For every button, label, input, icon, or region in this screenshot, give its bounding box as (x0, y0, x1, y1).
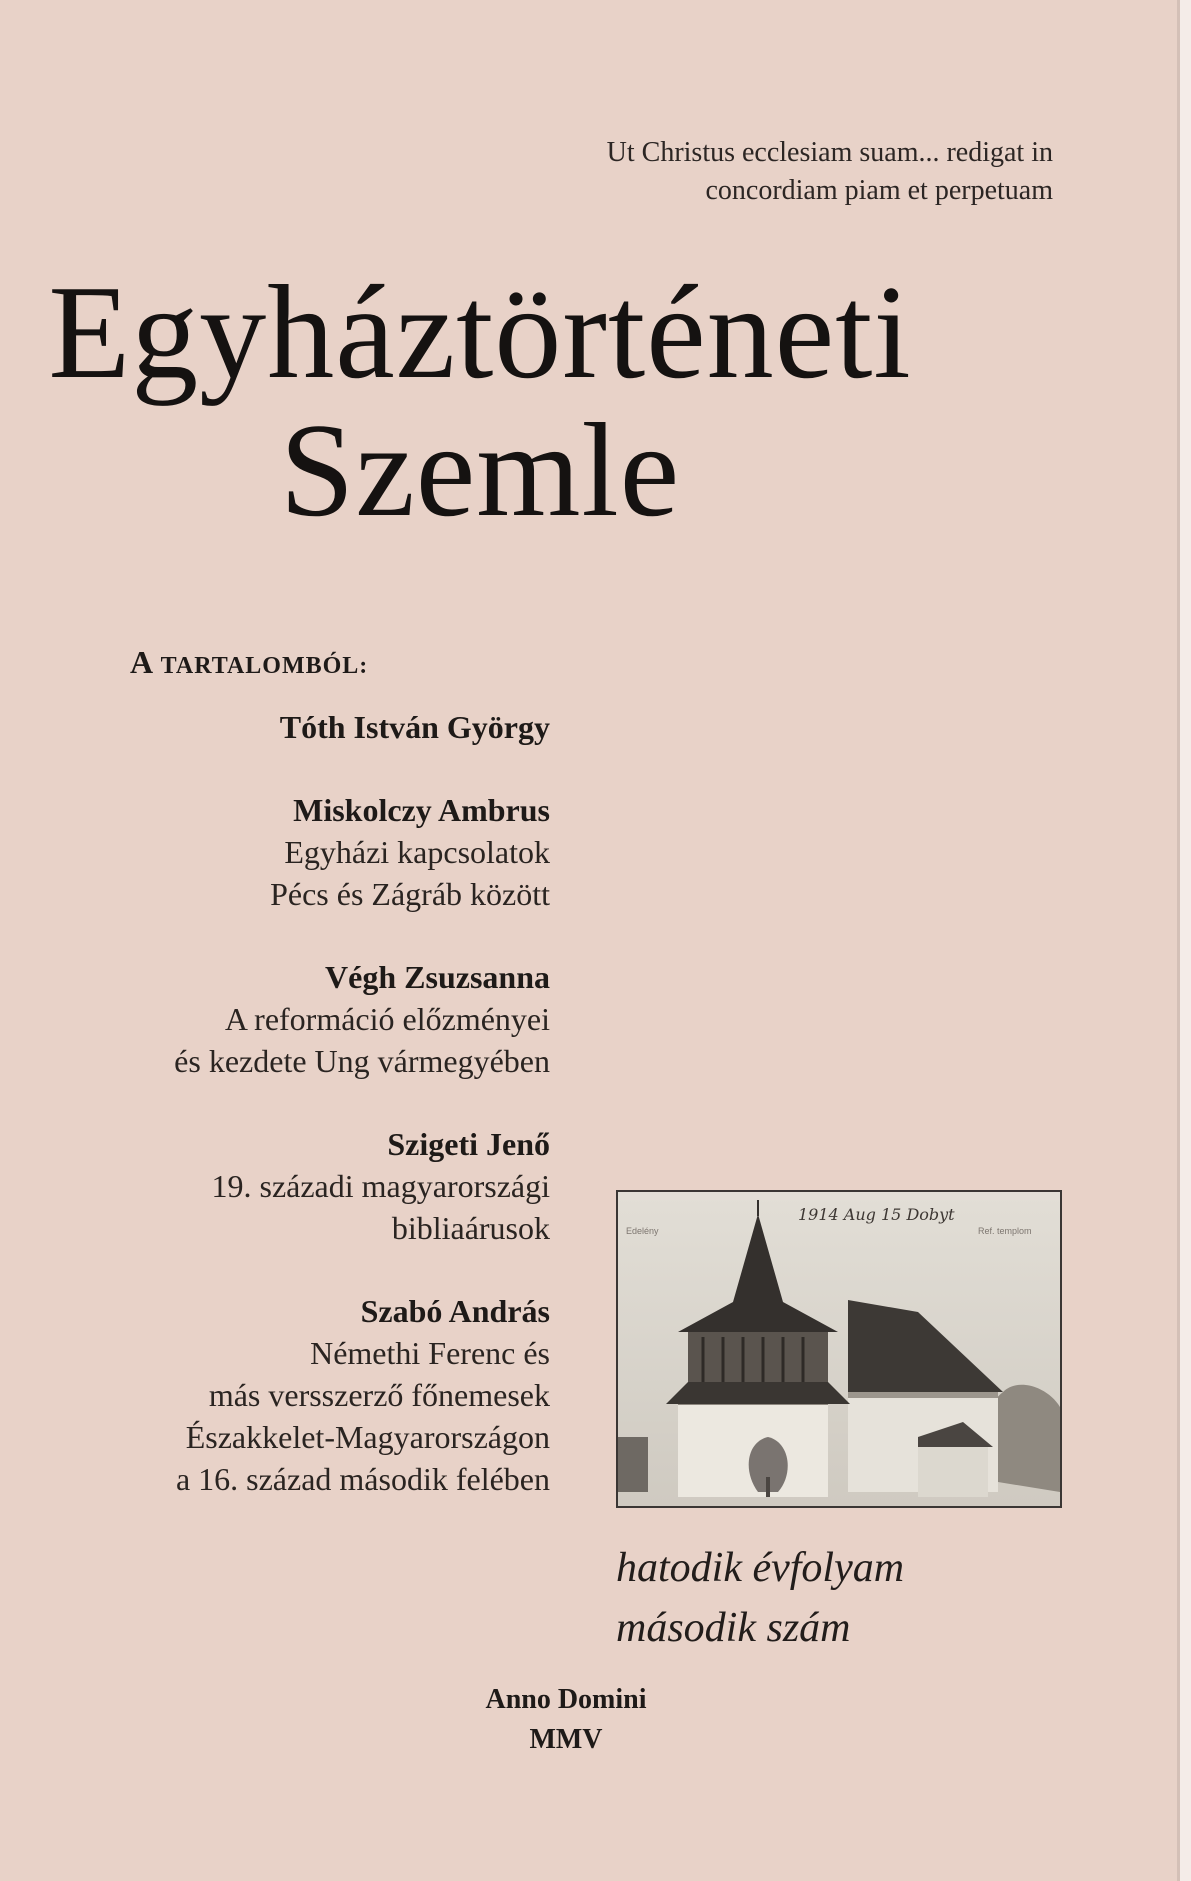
journal-title-line-2: Szemle (279, 396, 681, 544)
contents-heading-initial: A (130, 644, 155, 680)
volume-text: hatodik évfolyam (616, 1545, 905, 1591)
article-author: Tóth István György (279, 709, 550, 745)
article-list (30, 706, 550, 1541)
article-title-line: Pécs és Zágráb között (270, 876, 550, 912)
article-author: Szigeti Jenő (387, 1126, 550, 1162)
latin-motto (453, 134, 1053, 210)
article-title-line: 19. századi magyarországi (211, 1168, 550, 1204)
motto-line-2: concordiam piam et perpetuam (705, 175, 1053, 206)
article-title-line: és kezdete Ung vármegyében (174, 1043, 550, 1079)
article-title-line: más versszerző főnemesek (208, 1377, 550, 1413)
photo-caption-right: Ref. templom (978, 1226, 1032, 1236)
photo-caption-left: Edelény (626, 1226, 659, 1236)
church-photo-illustration (618, 1192, 1060, 1506)
anno-domini-text: Anno Domini (485, 1684, 647, 1715)
church-photo (616, 1190, 1062, 1508)
article-author: Végh Zsuzsanna (325, 959, 550, 995)
article-entry (30, 1290, 550, 1500)
article-entry (30, 1123, 550, 1249)
roman-year-text: MMV (529, 1724, 603, 1755)
article-title-line: Egyházi kapcsolatok (284, 834, 550, 870)
contents-heading-rest: TARTALOMBÓL: (154, 653, 369, 679)
article-title-line: A reformáció előzményei (224, 1001, 550, 1037)
contents-heading (130, 644, 368, 681)
article-entry (30, 956, 550, 1082)
article-author: Szabó András (360, 1293, 550, 1329)
article-entry (30, 706, 550, 748)
page-edge (1180, 0, 1191, 1881)
publication-year (460, 1680, 672, 1760)
issue-number-text: második szám (616, 1605, 851, 1651)
journal-title-line-1: Egyháztörténeti (48, 258, 912, 406)
issue-info (616, 1538, 904, 1658)
article-title-line: a 16. század második felében (175, 1461, 550, 1497)
article-title-line: bibliaárusok (391, 1210, 550, 1246)
article-entry (30, 789, 550, 915)
photo-handwritten-note: 1914 Aug 15 Dobyt (798, 1205, 955, 1224)
article-title-line: Némethi Ferenc és (310, 1335, 550, 1371)
motto-line-1: Ut Christus ecclesiam suam... redigat in (606, 137, 1053, 168)
article-author: Miskolczy Ambrus (293, 792, 550, 828)
article-title-line: Északkelet-Magyarországon (185, 1419, 550, 1455)
